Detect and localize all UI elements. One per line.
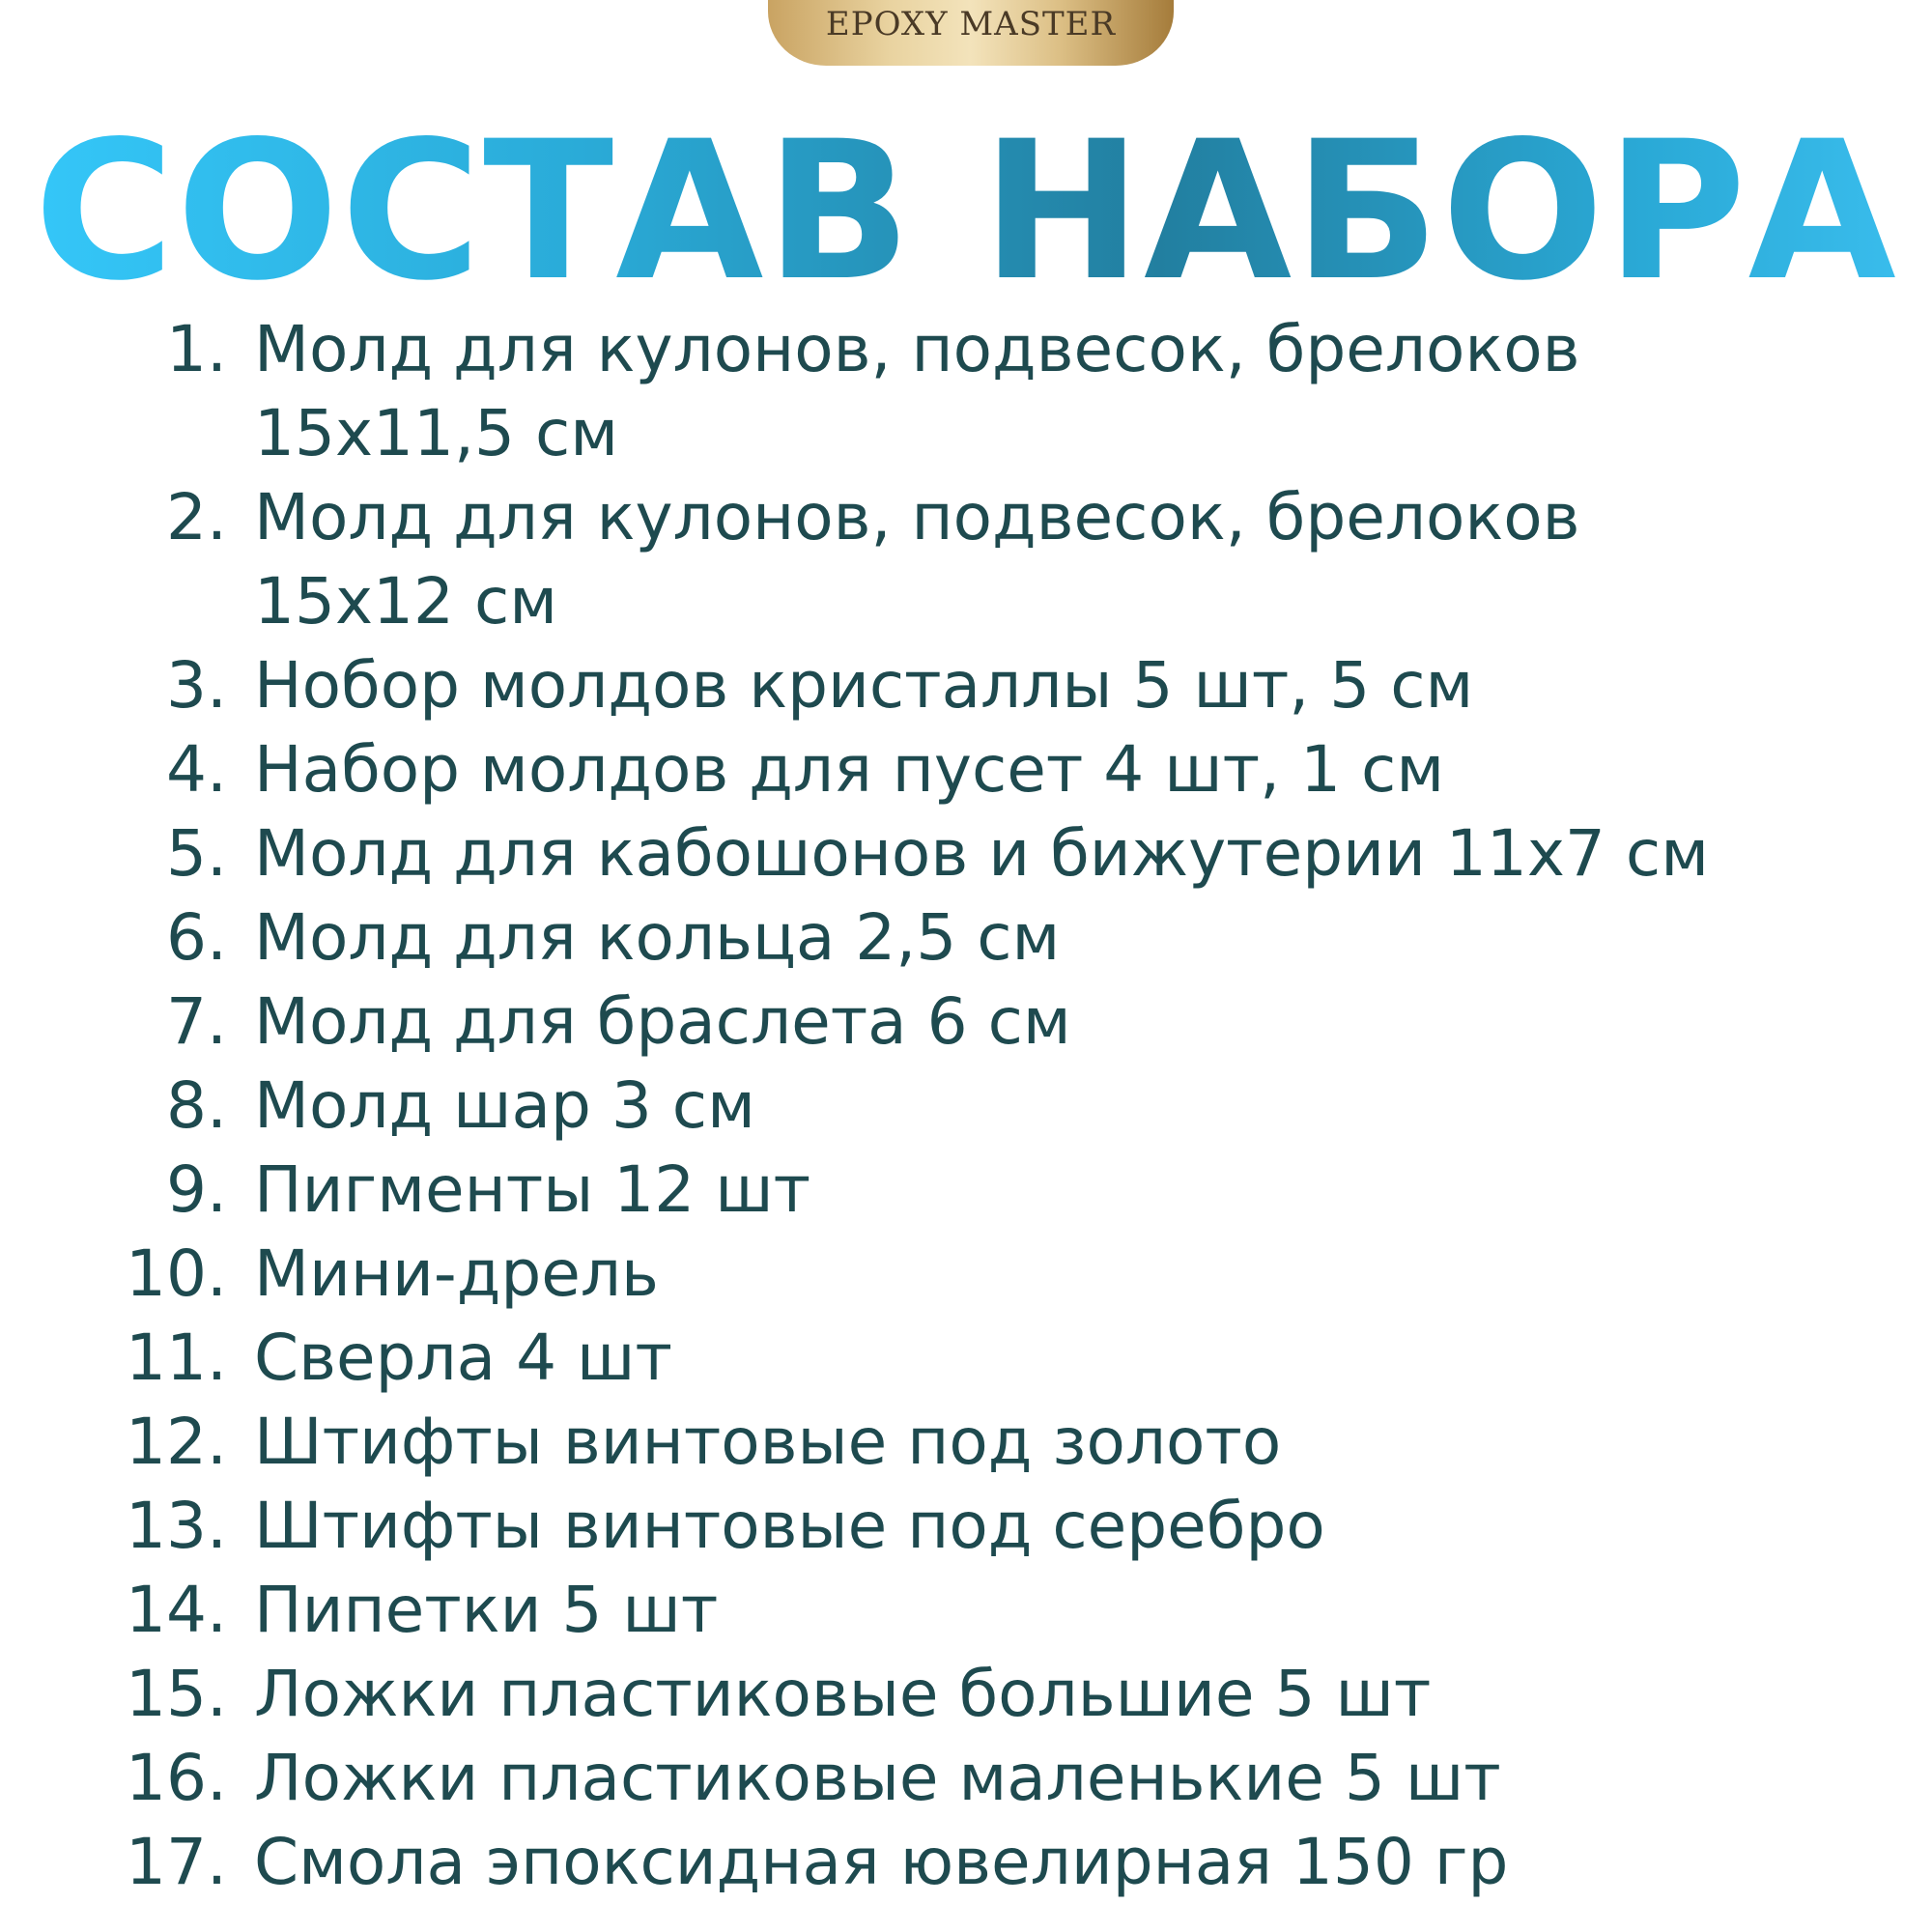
- list-item: [0, 475, 1932, 643]
- list-item-line: Мини-дрель: [254, 1236, 659, 1311]
- list-item-number: 8.: [166, 1068, 227, 1143]
- list-item-line: Набор молдов для пусет 4 шт, 1 см: [254, 732, 1445, 807]
- list-item-number: 6.: [166, 900, 227, 975]
- list-item-line: Молд для кулонов, подвесок, брелоков: [254, 312, 1580, 386]
- list-item-text: [254, 475, 1819, 643]
- list-item-number: 5.: [166, 816, 227, 891]
- list-item-text: [254, 643, 1819, 727]
- list-item: [0, 1400, 1932, 1484]
- list-item-line: 15х11,5 см: [254, 396, 619, 470]
- list-item-number: 1.: [166, 312, 227, 386]
- list-item-line: 15х12 см: [254, 564, 558, 639]
- list-item: [0, 1820, 1932, 1904]
- page-title: СОСТАВ НАБОРА: [0, 104, 1932, 319]
- list-item-text: [254, 1652, 1819, 1736]
- list-item-text: [254, 1400, 1819, 1484]
- kit-items-list: [0, 307, 1932, 1904]
- list-item: [0, 643, 1932, 727]
- list-item-line: Молд для кольца 2,5 см: [254, 900, 1061, 975]
- list-item-text: [254, 727, 1819, 811]
- list-item-text: [254, 1232, 1819, 1316]
- list-item: [0, 1316, 1932, 1400]
- list-item-text: [254, 1316, 1819, 1400]
- list-item-number: 11.: [126, 1321, 227, 1395]
- list-item-line: Ложки пластиковые большие 5 шт: [254, 1657, 1432, 1731]
- list-item-number: 3.: [166, 648, 227, 723]
- list-item: [0, 1652, 1932, 1736]
- list-item: [0, 1232, 1932, 1316]
- list-item-text: [254, 1148, 1819, 1232]
- list-item-line: Сверла 4 шт: [254, 1321, 672, 1395]
- list-item-number: 2.: [166, 480, 227, 554]
- list-item-number: 15.: [126, 1657, 227, 1731]
- list-item: [0, 1568, 1932, 1652]
- list-item-text: [254, 980, 1819, 1064]
- list-item-line: Штифты винтовые под серебро: [254, 1489, 1325, 1563]
- list-item-line: Молд для браслета 6 см: [254, 984, 1071, 1059]
- list-item-line: Пигменты 12 шт: [254, 1152, 811, 1227]
- list-item: [0, 727, 1932, 811]
- list-item: [0, 1148, 1932, 1232]
- list-item-text: [254, 1736, 1819, 1820]
- list-item-line: Молд шар 3 см: [254, 1068, 755, 1143]
- list-item-number: 14.: [126, 1573, 227, 1647]
- list-item-text: [254, 1568, 1819, 1652]
- list-item-line: Молд для кабошонов и бижутерии 11х7 см: [254, 816, 1709, 891]
- brand-name: EPOXY MASTER: [825, 5, 1117, 43]
- list-item-line: Пипетки 5 шт: [254, 1573, 719, 1647]
- list-item-line: Ложки пластиковые маленькие 5 шт: [254, 1741, 1501, 1815]
- list-item-number: 4.: [166, 732, 227, 807]
- list-item-number: 13.: [126, 1489, 227, 1563]
- list-item-number: 17.: [126, 1825, 227, 1899]
- list-item-text: [254, 895, 1819, 980]
- list-item: [0, 1736, 1932, 1820]
- list-item-number: 9.: [166, 1152, 227, 1227]
- list-item: [0, 811, 1932, 895]
- list-item-line: Смола эпоксидная ювелирная 150 гр: [254, 1825, 1509, 1899]
- list-item-number: 16.: [126, 1741, 227, 1815]
- list-item-text: [254, 1820, 1819, 1904]
- list-item-number: 12.: [126, 1405, 227, 1479]
- list-item: [0, 307, 1932, 475]
- list-item-number: 7.: [166, 984, 227, 1059]
- list-item-text: [254, 811, 1819, 895]
- list-item-line: Штифты винтовые под золото: [254, 1405, 1282, 1479]
- list-item-text: [254, 307, 1819, 475]
- list-item: [0, 1484, 1932, 1568]
- list-item: [0, 895, 1932, 980]
- list-item-line: Нобор молдов кристаллы 5 шт, 5 см: [254, 648, 1474, 723]
- list-item: [0, 980, 1932, 1064]
- list-item-text: [254, 1484, 1819, 1568]
- list-item-number: 10.: [126, 1236, 227, 1311]
- list-item-line: Молд для кулонов, подвесок, брелоков: [254, 480, 1580, 554]
- brand-badge: [768, 0, 1174, 66]
- list-item: [0, 1064, 1932, 1148]
- list-item-text: [254, 1064, 1819, 1148]
